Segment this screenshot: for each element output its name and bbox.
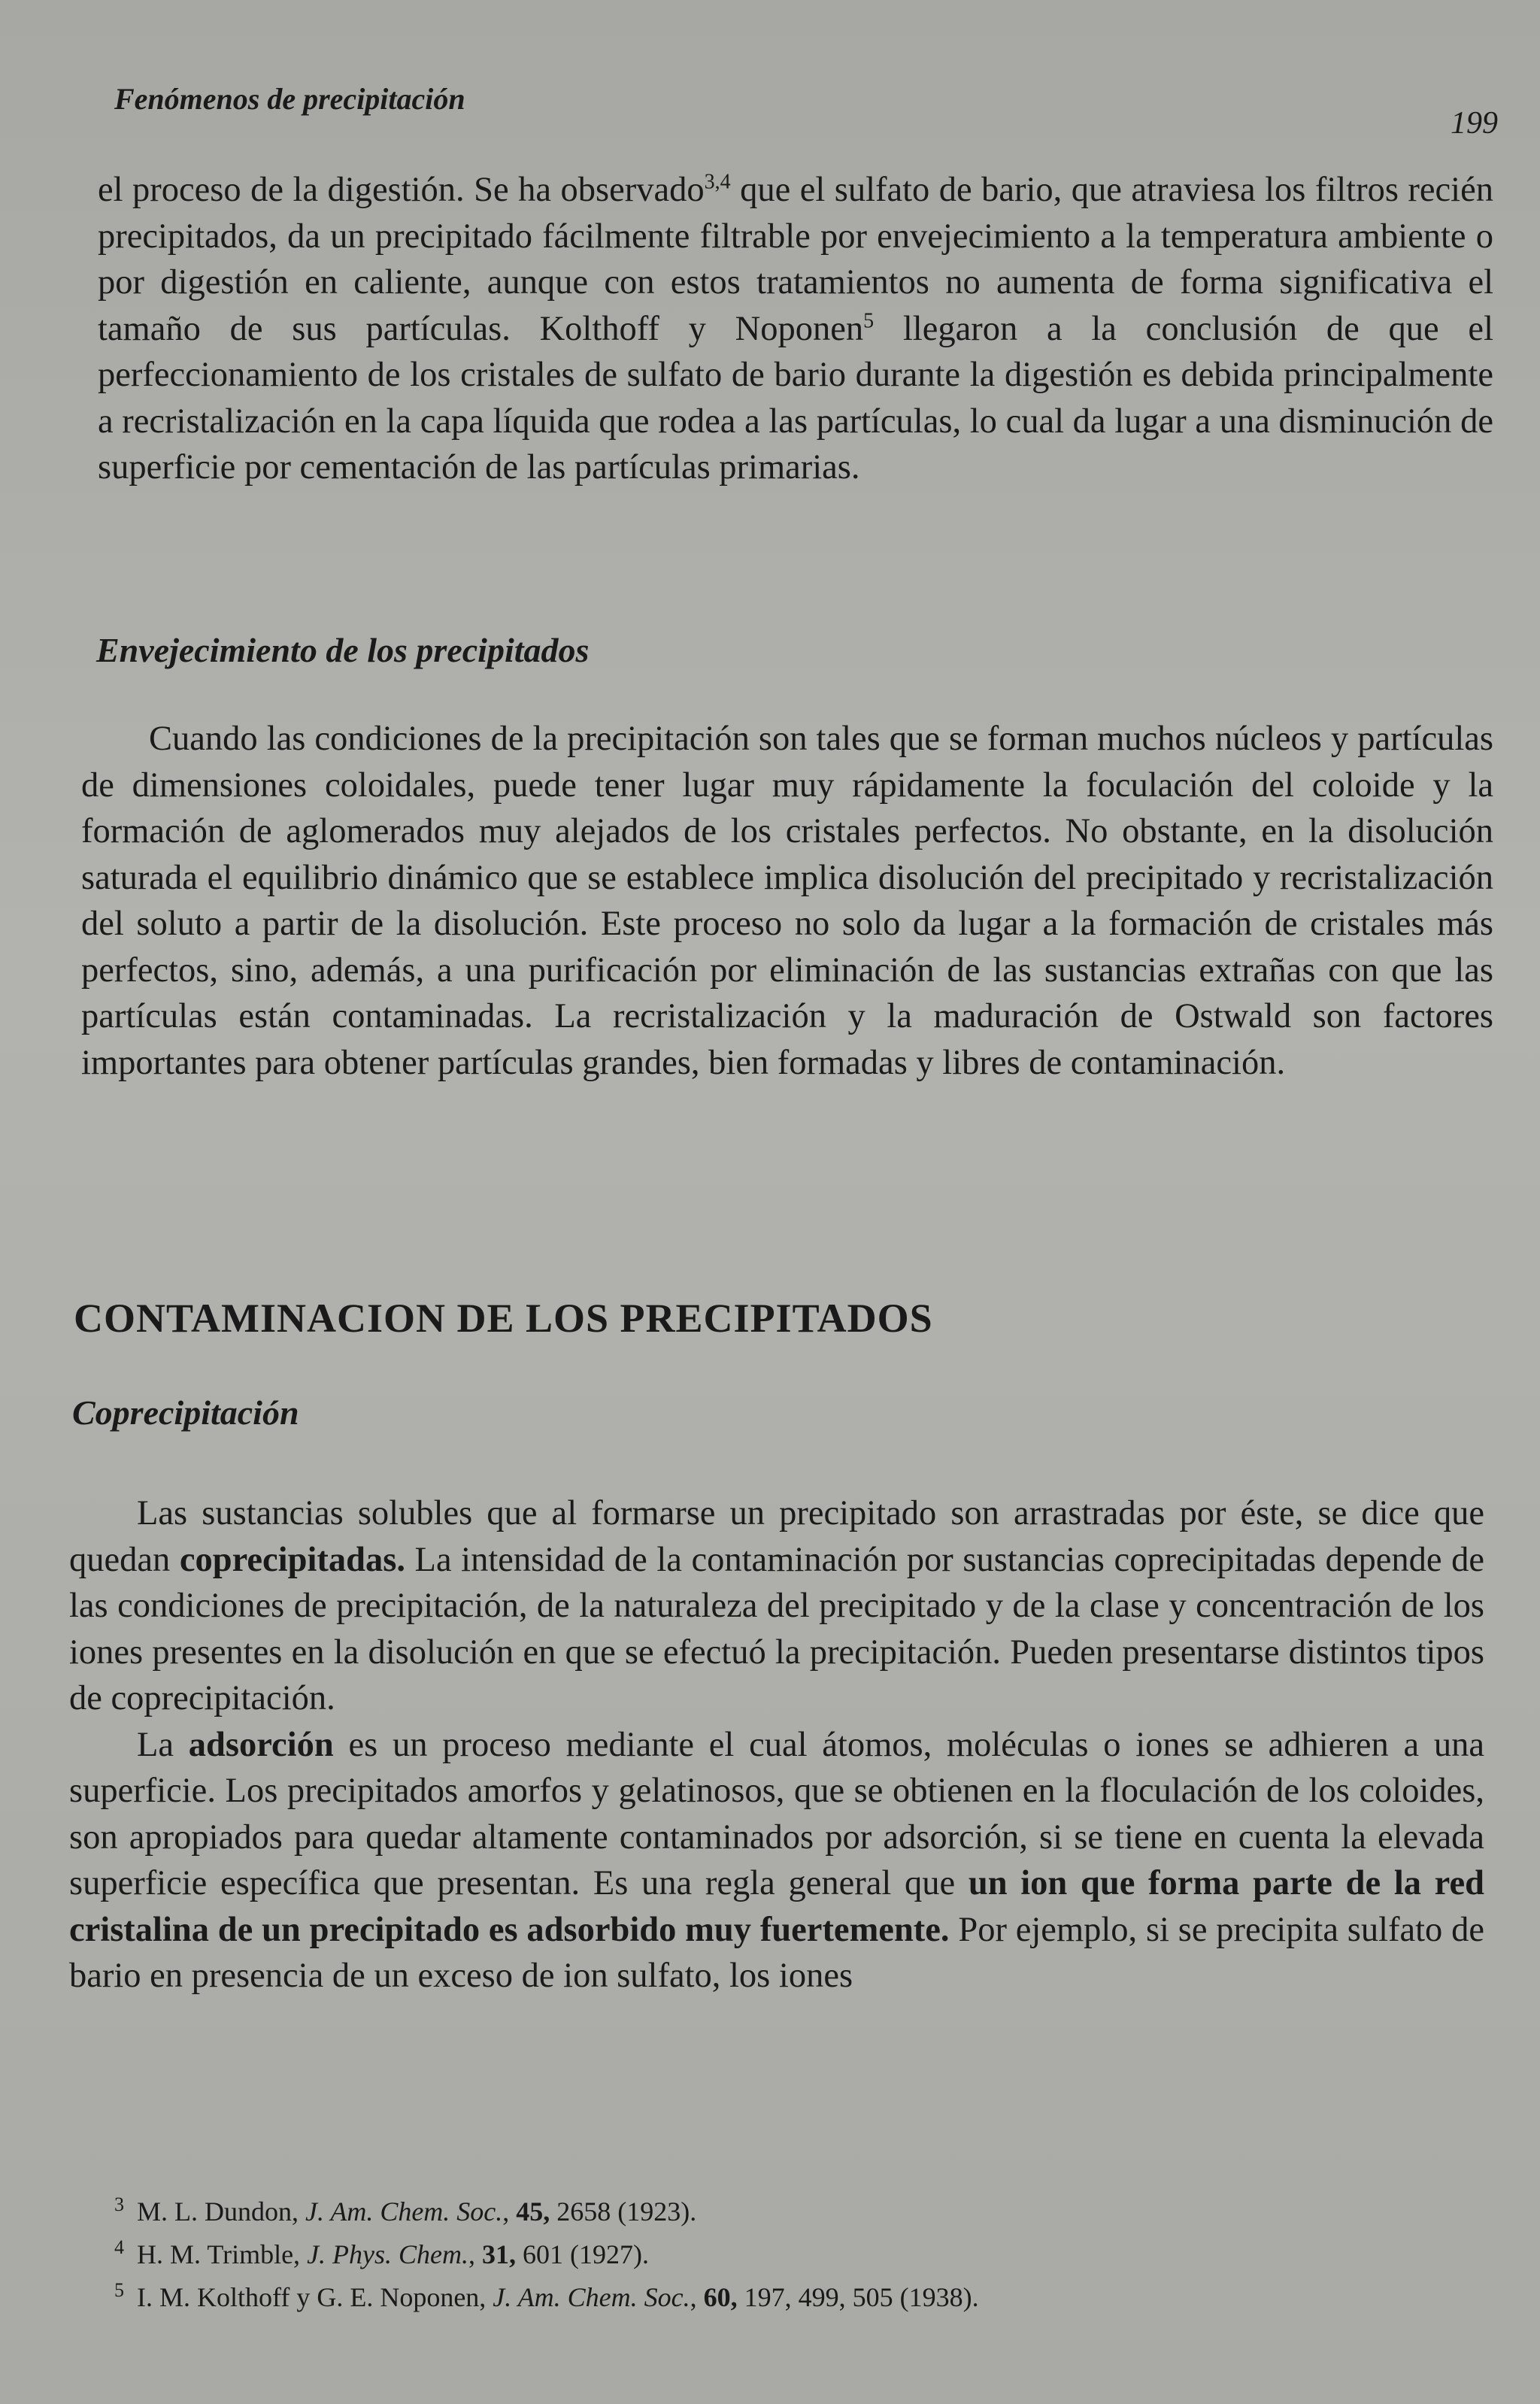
text-run: Por ejemplo, si se precipita sulfato de bario en presencia de un exceso de ion sulfato, los iones — [69, 1910, 1484, 1995]
footnote-pages: 2658 (1923). — [550, 2196, 697, 2227]
text-run: llegaron a la conclusión de que el perfeccionamiento de los cristales de sulfato de bario durante la digestión es debida principalmente a recristalización en la capa líquida que rodea a las partículas, lo cual da lugar a una disminución de superficie por cementación de las partículas primarias. — [98, 309, 1493, 487]
footnote-authors: I. M. Kolthoff y G. E. Noponen, — [137, 2282, 493, 2312]
footnote-volume: 31, — [482, 2239, 517, 2269]
text-run: es un proceso mediante el cual átomos, moléculas o iones se adhieren a una superficie. Los precipitados amorfos y gelatinosos, que se obtienen en la floculación de los coloides, son apropiados para quedar altamente contaminados por adsorción, si se tiene en cuenta la elevada superficie específica que presentan. Es una regla general que — [69, 1725, 1484, 1902]
paragraph-digestion — [98, 167, 1493, 491]
subheading-coprecipitation: Coprecipitación — [72, 1393, 299, 1432]
text-run: que el sulfato de bario, que atraviesa los filtros recién precipitados, da un precipitado fácilmente filtrable por envejecimiento a la temperatura ambiente o por digestión en caliente, aunque con estos tratamientos no aumenta de forma significativa el tamaño de sus partículas. Kolthoff y Noponen — [98, 171, 1493, 348]
section-title: CONTAMINACION DE LOS PRECIPITADOS — [74, 1296, 933, 1341]
paragraph-text: Cuando las condiciones de la precipitación son tales que se forman muchos núcleos y partículas de dimensiones coloidales, puede tener lugar muy rápidamente la foculación del coloide y la formación de aglomerados muy alejados de los cristales perfectos. No obstante, en la disolución saturada el equilibrio dinámico que se establece implica disolución del precipitado y recristalización del soluto a partir de la disolución. Este proceso no solo da lugar a la formación de cristales más perfectos, sino, además, a una purificación por eliminación de las sustancias extrañas con que las partículas están contaminadas. La recristalización y la maduración de Ostwald son factores importantes para obtener partículas grandes, bien formadas y libres de contaminación. — [81, 720, 1493, 1082]
text-run: el proceso de la digestión. Se ha observado — [98, 171, 705, 209]
footnote-sep: , — [502, 2196, 517, 2227]
paragraph-coprecipitated — [69, 1490, 1484, 1722]
page-number: 199 — [1451, 106, 1498, 141]
footnote-pages: 197, 499, 505 (1938). — [737, 2282, 979, 2312]
footnote-volume: 45, — [516, 2196, 550, 2227]
footnote-sep: , — [468, 2239, 483, 2269]
footnote-5 — [114, 2272, 979, 2315]
citation-3-4: 3,4 — [704, 170, 731, 194]
bold-term-coprecipitadas: coprecipitadas. — [179, 1540, 405, 1579]
text-run: La — [137, 1725, 189, 1764]
footnote-sep: , — [690, 2282, 704, 2312]
footnote-journal: J. Am. Chem. Soc. — [493, 2282, 690, 2312]
text-run: La intensidad de la contaminación por sustancias coprecipitadas depende de las condiciones de precipitación, de la naturaleza del precipitado y de la clase y concentración de los iones presentes en la disolución en que se efectuó la precipitación. Pueden presentarse distintos tipos de coprecipitación. — [69, 1540, 1484, 1717]
citation-5: 5 — [863, 309, 875, 332]
footnote-mark: 5 — [114, 2279, 124, 2301]
footnote-mark: 3 — [114, 2193, 124, 2215]
footnote-authors: M. L. Dundon, — [137, 2196, 305, 2227]
text-run: Las sustancias solubles que al formarse un precipitado son arrastradas por éste, se dice que quedan — [69, 1494, 1484, 1579]
footnote-3 — [114, 2187, 979, 2230]
paragraph-adsorption — [69, 1722, 1484, 1999]
footnote-authors: H. M. Trimble, — [137, 2239, 308, 2269]
footnote-4 — [114, 2230, 979, 2272]
subheading-aging: Envejecimiento de los precipitados — [96, 631, 590, 669]
paragraph-aging — [81, 716, 1493, 1086]
running-head: Fenómenos de precipitación — [114, 82, 465, 116]
bold-term-adsorcion: adsorción — [188, 1725, 334, 1764]
bold-rule: un ion que forma parte de la red cristalina de un precipitado es adsorbido muy fuertemente. — [69, 1864, 1484, 1949]
footnotes — [114, 2187, 979, 2315]
footnote-volume: 60, — [703, 2282, 738, 2312]
footnote-journal: J. Am. Chem. Soc. — [305, 2196, 503, 2227]
coprecipitation-text — [69, 1490, 1484, 1999]
footnote-pages: 601 (1927). — [516, 2239, 649, 2269]
footnote-journal: J. Phys. Chem. — [307, 2239, 469, 2269]
footnote-mark: 4 — [114, 2236, 124, 2258]
